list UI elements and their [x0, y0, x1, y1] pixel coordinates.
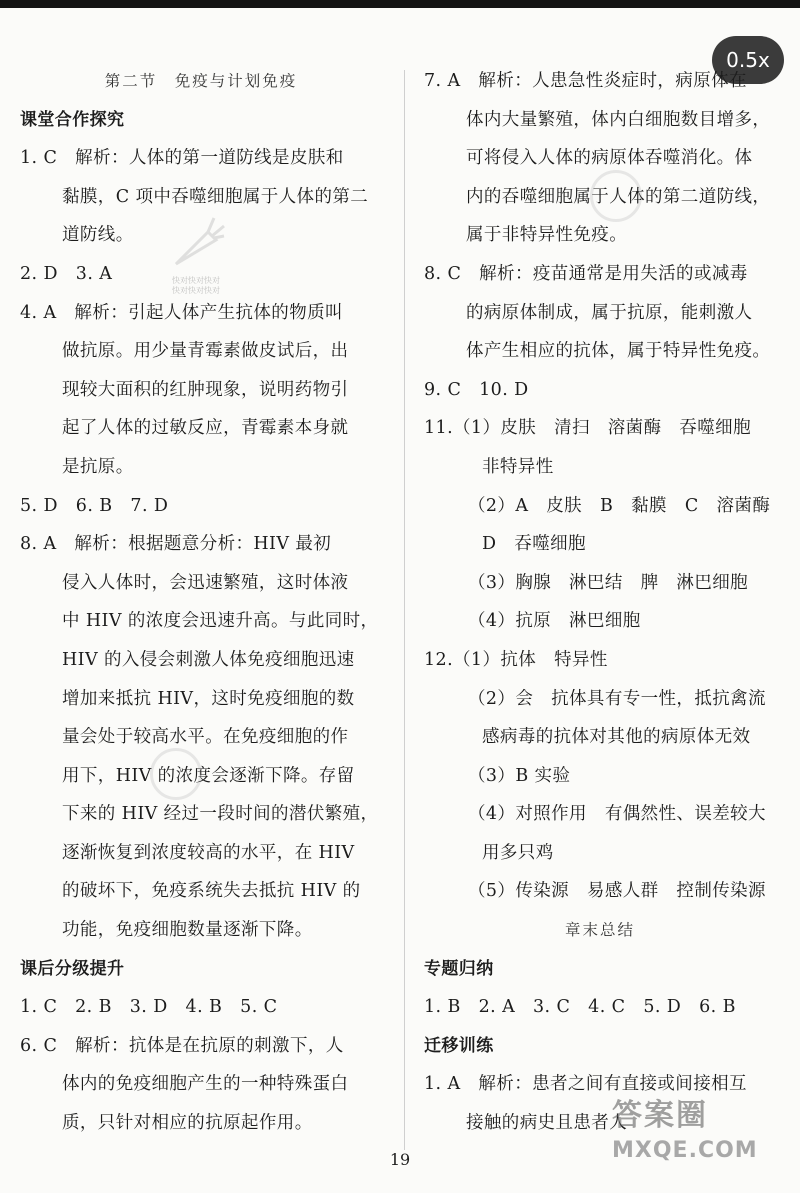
answer-line: 内的吞噬细胞属于人体的第二道防线， — [466, 186, 771, 207]
answer-item: 4. A 解析：引起人体产生抗体的物质叫 — [20, 302, 343, 323]
answers-list-b — [20, 988, 382, 1142]
answer-item: 8. C 解析：疫苗通常是用失活的或减毒 — [424, 263, 748, 284]
answer-line: 现较大面积的红肿现象，说明药物引 — [62, 379, 349, 400]
answer-line: 感病毒的抗体对其他的病原体无效 — [482, 727, 751, 748]
answer-line: 功能，免疫细胞数量逐渐下降。 — [62, 920, 313, 941]
answer-line: （5）传染源 易感人群 控制传染源 — [468, 881, 766, 902]
answer-line: 黏膜，C 项中吞噬细胞属于人体的第二 — [62, 186, 369, 207]
answer-line: 侵入人体时，会迅速繁殖，这时体液 — [62, 572, 349, 593]
answer-line: 1. B 2. A 3. C 4. C 5. D 6. B — [424, 997, 736, 1018]
answer-item: 6. C 解析：抗体是在抗原的刺激下，人 — [20, 1035, 344, 1056]
right-column — [424, 62, 776, 1143]
answer-line: 下来的 HIV 经过一段时间的潜伏繁殖， — [62, 804, 379, 825]
answer-line: 的病原体制成，属于抗原，能刺激人 — [466, 302, 753, 323]
answer-item: 2. D 3. A — [20, 263, 113, 284]
heading-after-class: 课后分级提升 — [20, 958, 125, 979]
site-watermark-brand: 答案圈 — [612, 1098, 708, 1133]
answer-item: 9. C 10. D — [424, 379, 529, 400]
carrot-watermark-icon — [168, 212, 228, 272]
answer-line: （2）会 抗体具有专一性，抵抗禽流 — [468, 688, 766, 709]
answer-line: 体内大量繁殖，体内白细胞数目增多， — [466, 109, 771, 130]
answer-line: 逐渐恢复到浓度较高的水平，在 HIV — [62, 842, 355, 863]
heading-transfer-training: 迁移训练 — [424, 1035, 494, 1056]
page-number: 19 — [389, 1150, 411, 1169]
answer-line: 的破坏下，免疫系统失去抵抗 HIV 的 — [62, 881, 361, 902]
heading-topic-summary: 专题归纳 — [424, 958, 494, 979]
answer-line: 中 HIV 的浓度会迅速升高。与此同时， — [62, 611, 379, 632]
answer-line: （3）胸腺 淋巴结 脾 淋巴细胞 — [468, 572, 749, 593]
answer-line: （4）抗原 淋巴细胞 — [468, 611, 641, 632]
answer-line: 增加来抵抗 HIV，这时免疫细胞的数 — [62, 688, 355, 709]
answer-line: （4）对照作用 有偶然性、误差较大 — [468, 804, 766, 825]
answer-line: 非特异性 — [482, 456, 554, 477]
watermark-ring-icon — [590, 170, 642, 222]
site-watermark-url: MXQE.COM — [612, 1138, 758, 1163]
watermark-caption-line: 快对快对快对 — [172, 276, 220, 285]
answer-line: 接触的病史且患者人 — [466, 1113, 628, 1134]
answer-line: （2）A 皮肤 B 黏膜 C 溶菌酶 — [468, 495, 771, 516]
answer-line: 起了人体的过敏反应，青霉素本身就 — [62, 418, 349, 439]
watermark-caption — [172, 276, 220, 296]
answer-line: 体内的免疫细胞产生的一种特殊蛋白 — [62, 1074, 349, 1095]
answer-line: 道防线。 — [62, 225, 134, 246]
answer-line: HIV 的入侵会刺激人体免疫细胞迅速 — [62, 649, 355, 670]
answer-line: 属于非特异性免疫。 — [466, 225, 628, 246]
site-watermark — [612, 1090, 758, 1163]
answer-item: 1. C 2. B 3. D 4. B 5. C — [20, 997, 278, 1018]
top-edge-bar — [0, 0, 800, 8]
answer-line: 体产生相应的抗体，属于特异性免疫。 — [466, 341, 771, 362]
answer-line: （3）B 实验 — [468, 765, 571, 786]
answer-line: 是抗原。 — [62, 456, 134, 477]
answer-line: 可将侵入人体的病原体吞噬消化。体 — [466, 148, 753, 169]
column-divider — [404, 70, 405, 1150]
watermark-ring-icon — [150, 748, 202, 800]
answer-item: 8. A 解析：根据题意分析：HIV 最初 — [20, 534, 332, 555]
answer-line: 用多只鸡 — [482, 842, 554, 863]
answer-item: 5. D 6. B 7. D — [20, 495, 169, 516]
answer-line: 质，只针对相应的抗原起作用。 — [62, 1113, 313, 1134]
watermark-caption-line: 快对快对快对 — [172, 286, 220, 295]
answer-line: 量会处于较高水平。在免疫细胞的作 — [62, 727, 349, 748]
answer-item: 7. A 解析：人患急性炎症时，病原体在 — [424, 71, 747, 91]
answer-line: D 吞噬细胞 — [482, 534, 586, 555]
playback-speed-badge[interactable]: 0.5x — [712, 36, 784, 84]
section-title: 第二节 免疫与计划免疫 — [104, 72, 298, 90]
answer-item: 12.（1）抗体 特异性 — [424, 649, 608, 670]
answer-item: 1. A 解析：患者之间有直接或间接相互 — [424, 1074, 747, 1095]
answer-line: 做抗原。用少量青霉素做皮试后，出 — [62, 341, 349, 362]
answer-item: 11.（1）皮肤 清扫 溶菌酶 吞噬细胞 — [424, 418, 751, 439]
heading-class-exploration: 课堂合作探究 — [20, 109, 125, 130]
answer-item: 1. C 解析：人体的第一道防线是皮肤和 — [20, 148, 344, 169]
chapter-summary-title: 章末总结 — [564, 921, 635, 940]
answer-line: 用下，HIV 的浓度会逐渐下降。存留 — [62, 765, 355, 786]
